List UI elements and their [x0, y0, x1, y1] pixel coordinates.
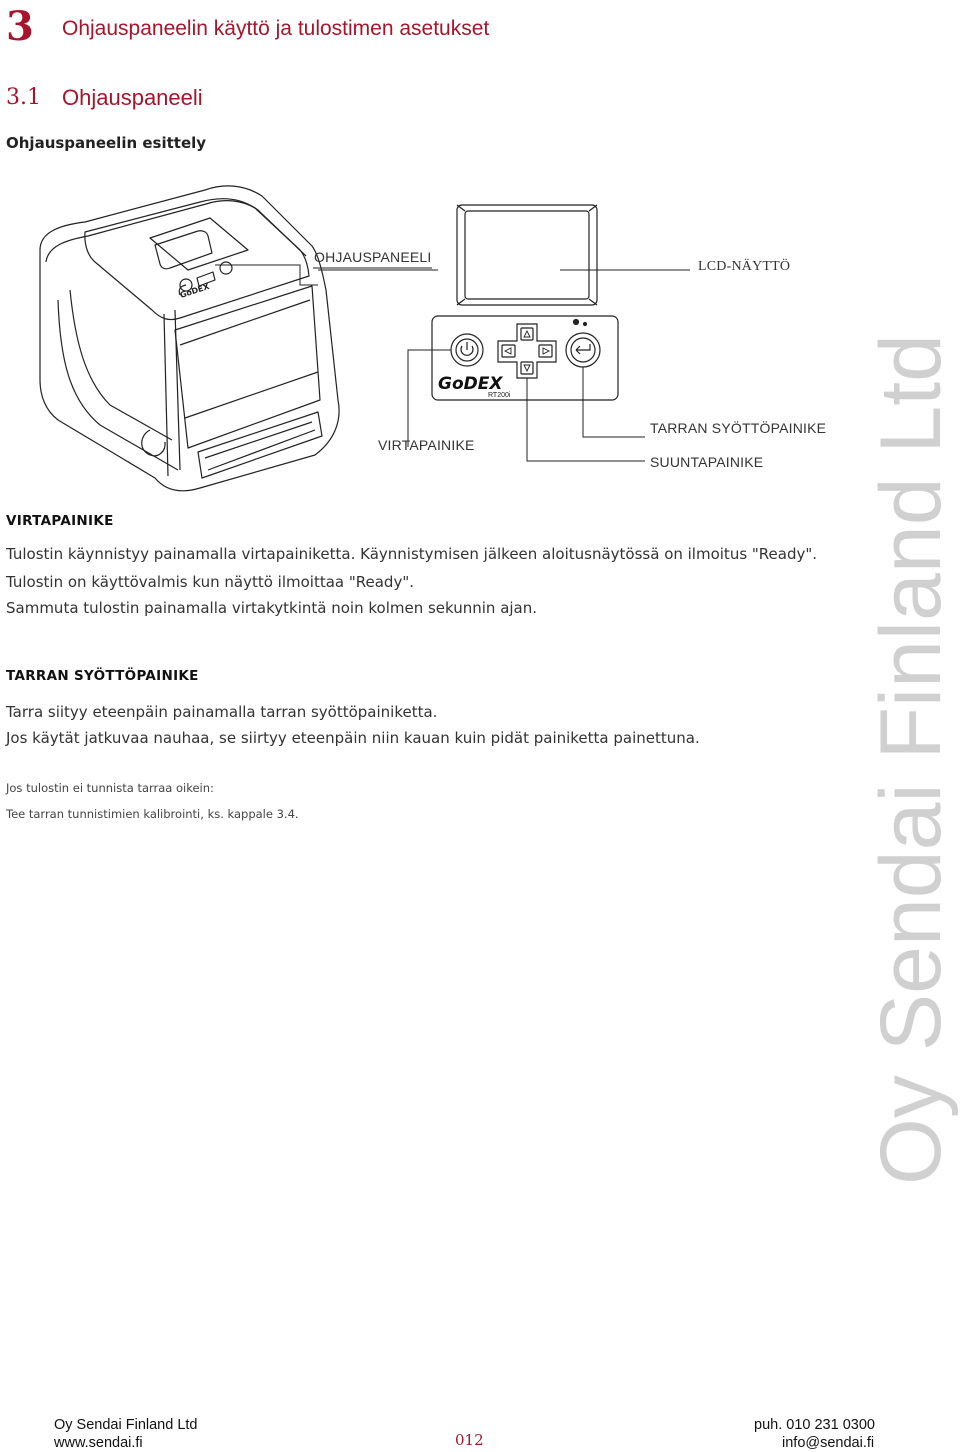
label-direction-button: SUUNTAPAINIKE — [650, 454, 764, 470]
arrow-left-icon — [505, 348, 511, 354]
section-title: Ohjauspaneeli — [62, 85, 203, 110]
label-lcd: LCD-NÄYTTÖ — [698, 259, 791, 274]
arrow-up-icon — [524, 331, 530, 337]
feed-line-2: Jos käytät jatkuvaa nauhaa, se siirtyy eteenpäin niin kauan kuin pidät painiketta painettuna. — [6, 729, 700, 747]
note-line-1: Jos tulostin ei tunnista tarraa oikein: — [6, 781, 214, 795]
label-control-panel: OHJAUSPANEELI — [314, 249, 432, 265]
label-power-button: VIRTAPAINIKE — [378, 437, 475, 453]
watermark: Oy Sendai Finland Ltd — [863, 334, 959, 1185]
power-line-1: Tulostin käynnistyy painamalla virtapainiketta. Käynnistymisen jälkeen aloitusnäytössä on ilmoitus "Ready". — [6, 545, 818, 563]
feed-line-1: Tarra siityy eteenpäin painamalla tarran syöttöpainiketta. — [6, 703, 438, 721]
label-feed-button: TARRAN SYÖTTÖPAINIKE — [650, 420, 827, 436]
power-line-3: Sammuta tulostin painamalla virtakytkintä noin kolmen sekunnin ajan. — [6, 599, 538, 617]
chapter-number: 3 — [6, 3, 34, 50]
subheading: Ohjauspaneelin esittely — [6, 134, 207, 152]
printer-brand-logo: GoDEX — [178, 281, 211, 300]
footer-website: www.sendai.fi — [54, 1435, 143, 1451]
footer-company: Oy Sendai Finland Ltd — [54, 1417, 198, 1433]
note-line-2: Tee tarran tunnistimien kalibrointi, ks. kappale 3.4. — [6, 807, 299, 821]
power-icon — [461, 342, 473, 355]
footer-phone: puh. 010 231 0300 — [754, 1417, 875, 1433]
section-number: 3.1 — [6, 85, 41, 110]
power-line-2: Tulostin on käyttövalmis kun näyttö ilmoittaa "Ready". — [6, 573, 414, 591]
panel-brand-logo: GoDEX — [438, 374, 503, 394]
footer-email: info@sendai.fi — [782, 1435, 875, 1451]
power-section-heading: VIRTAPAINIKE — [6, 513, 114, 529]
feed-section-heading: TARRAN SYÖTTÖPAINIKE — [6, 668, 199, 684]
page-number: 012 — [455, 1431, 484, 1449]
dpad-graphic — [498, 324, 556, 378]
arrow-down-icon — [524, 365, 530, 371]
model-label: RT200i — [488, 392, 511, 399]
printer-illustration — [0, 0, 960, 520]
chapter-title: Ohjauspaneelin käyttö ja tulostimen asetukset — [62, 17, 490, 40]
lcd-screen — [457, 205, 597, 305]
arrow-right-icon — [543, 348, 549, 354]
